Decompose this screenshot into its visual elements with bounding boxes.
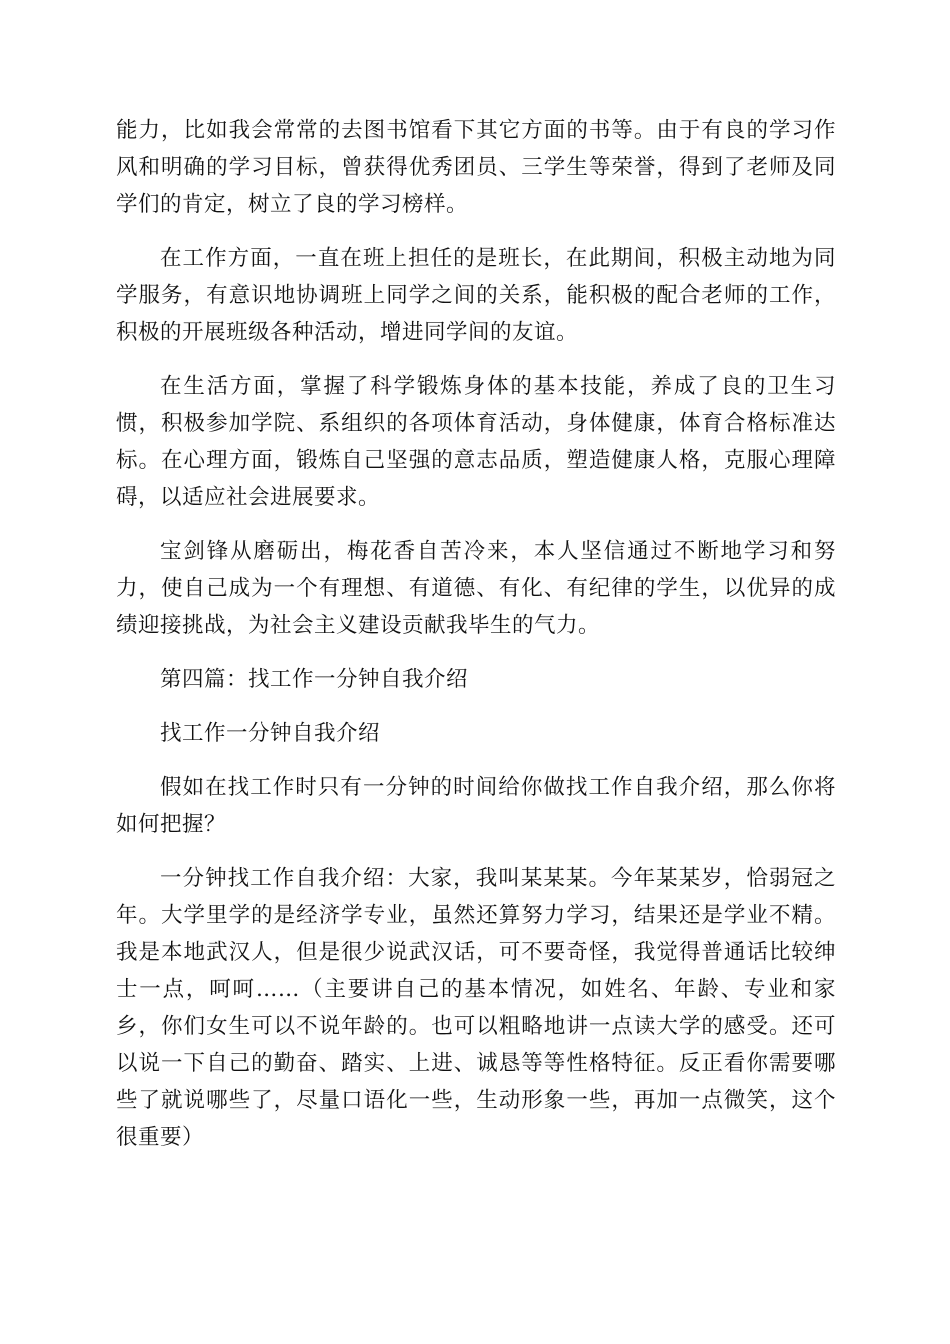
section-heading: 第四篇：找工作一分钟自我介绍 (160, 667, 469, 692)
paragraph-study-achievements: 能力，比如我会常常的去图书馆看下其它方面的书等。由于有良的学习作风和明确的学习目标，曾获得优秀团员、三学生等荣誉，得到了老师及同学们的肯定，树立了良的学习榜样。 (116, 118, 836, 217)
paragraph-work: 在工作方面，一直在班上担任的是班长，在此期间，积极主动地为同学服务，有意识地协调班上同学之间的关系，能积极的配合老师的工作，积极的开展班级各种活动，增进同学间的友谊。 (116, 246, 836, 345)
paragraph-life: 在生活方面，掌握了科学锻炼身体的基本技能，养成了良的卫生习惯，积极参加学院、系组织的各项体育活动，身体健康，体育合格标准达标。在心理方面，锻炼自己坚强的意志品质，塑造健康人格，克服心理障碍，以适应社会进展要求。 (116, 374, 836, 510)
paragraph-intro-question: 假如在找工作时只有一分钟的时间给你做找工作自我介绍，那么你将如何把握？ (116, 775, 836, 837)
section-title: 找工作一分钟自我介绍 (160, 721, 381, 746)
paragraph-intro-example: 一分钟找工作自我介绍：大家，我叫某某某。今年某某岁，恰弱冠之年。大学里学的是经济学专业，虽然还算努力学习，结果还是学业不精。我是本地武汉人，但是很少说武汉话，可不要奇怪，我觉得普通话比较绅士一点，呵呵……（主要讲自己的基本情况，如姓名、年龄、专业和家乡，你们女生可以不说年龄的。也可以粗略地讲一点读大学的感受。还可以说一下自己的勤奋、踏实、上进、诚恳等等性格特征。反正看你需要哪些了就说哪些了，尽量口语化一些，生动形象一些，再加一点微笑，这个很重要） (116, 866, 836, 1150)
document-page (116, 112, 836, 1173)
paragraph-conclusion: 宝剑锋从磨砺出，梅花香自苦冷来，本人坚信通过不断地学习和努力，使自己成为一个有理想、有道德、有化、有纪律的学生，以优异的成绩迎接挑战，为社会主义建设贡献我毕生的气力。 (116, 539, 836, 638)
